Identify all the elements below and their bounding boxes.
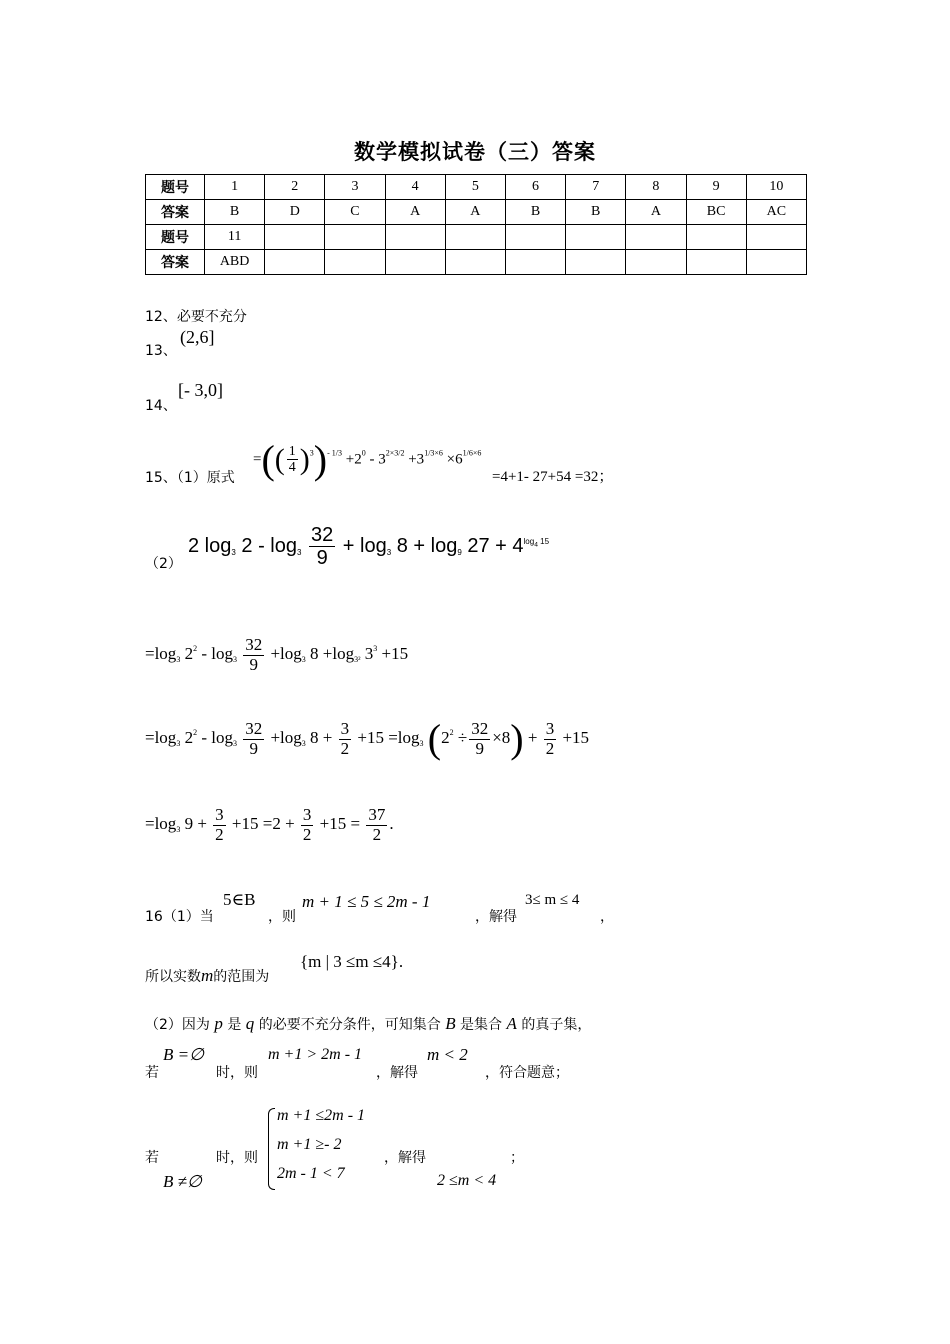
table-cell: A <box>626 200 686 225</box>
part-label: （1）原式 <box>176 470 235 486</box>
question-number-14: 14、 <box>145 398 177 414</box>
case1-result: m < 2 <box>427 1045 468 1064</box>
table-cell: A <box>445 200 505 225</box>
set-A: A <box>506 1014 517 1033</box>
expression-15-2: 2 $\log_3 2 - \log_3$ $\frac{32}{9}$ + $\log_3 8 + \log_9 27 + 4^{log_4 15}$ <box>188 524 550 569</box>
table-cell <box>566 225 626 250</box>
system-line-3: 2m - 1 < 7 <box>277 1165 345 1182</box>
table-cell: 3 <box>325 175 385 200</box>
result-15-1 <box>492 465 613 486</box>
part-label-15-2: （2） <box>145 556 182 572</box>
table-cell <box>325 250 385 275</box>
system-line-2: m +1 ≥- 2 <box>277 1136 342 1153</box>
punctuation: ； <box>598 469 614 485</box>
range-set: {m | 3 ≤m ≤4}. <box>300 952 404 971</box>
table-cell <box>626 225 686 250</box>
case1-then: 时，则 <box>216 1065 258 1081</box>
inequality-16-1: m + 1 ≤ 5 ≤ 2m - 1 <box>302 892 431 911</box>
q16-solve: ，解得 <box>475 909 517 925</box>
table-cell: 8 <box>626 175 686 200</box>
conclusion-text: 所以实数 <box>145 969 201 985</box>
text: 是 <box>227 1017 242 1033</box>
table-cell: A <box>385 200 445 225</box>
q16-part2 <box>145 1014 591 1034</box>
row-header-q: 题号 <box>146 175 205 200</box>
table-cell: ABD <box>205 250 265 275</box>
table-cell: 1 <box>205 175 265 200</box>
table-cell: 9 <box>686 175 746 200</box>
answer-13-math: (2,6] <box>180 327 215 347</box>
table-cell: AC <box>746 200 806 225</box>
range-text: 的范围为 <box>213 969 270 985</box>
text: 的真子集， <box>521 1017 592 1033</box>
table-cell: B <box>566 200 626 225</box>
system-brace <box>268 1108 275 1190</box>
step-15-2: $=\log_3$ $2^2 - \log_3$ $\frac{32}{9}$ $+\log_3$ 8 + $\frac{3}{2}$ $+15 =\log_3$ ($2^2$ ÷ $\frac{32}{9}$ ×8) + $\frac{3}{2}$ +15 <box>145 716 590 762</box>
table-cell <box>686 250 746 275</box>
case1-if: 若 <box>145 1065 159 1081</box>
row-header-q: 题号 <box>146 225 205 250</box>
table-cell <box>505 225 565 250</box>
table-row <box>146 200 807 225</box>
system-line-1: m +1 ≤2m - 1 <box>277 1107 366 1124</box>
variable-q: q <box>245 1014 255 1033</box>
condition-5-in-B: 5∈B <box>223 890 256 909</box>
case1-solve: ，解得 <box>376 1065 418 1081</box>
table-cell <box>626 250 686 275</box>
table-cell <box>505 250 565 275</box>
case2-if: 若 <box>145 1150 159 1166</box>
answer-text: 必要不充分 <box>176 309 247 325</box>
variable-m: m <box>201 966 214 985</box>
table-cell <box>566 250 626 275</box>
table-cell <box>445 250 505 275</box>
table-cell: 4 <box>385 175 445 200</box>
answer-14-math: [- 3,0] <box>178 380 223 400</box>
table-cell: 6 <box>505 175 565 200</box>
set-B: B <box>445 1014 456 1033</box>
table-cell: 7 <box>566 175 626 200</box>
table-cell: B <box>205 200 265 225</box>
table-row <box>146 175 807 200</box>
question-number-13: 13、 <box>145 343 177 359</box>
table-cell <box>746 225 806 250</box>
case2-then: 时，则 <box>216 1150 258 1166</box>
case2-result: 2 ≤m < 4 <box>437 1172 497 1189</box>
q16-conclusion <box>145 966 269 986</box>
table-cell: 10 <box>746 175 806 200</box>
table-row <box>146 225 807 250</box>
case1-inequality: m +1 > 2m - 1 <box>268 1046 363 1063</box>
table-cell: D <box>265 200 325 225</box>
table-cell <box>265 250 325 275</box>
table-cell: 11 <box>205 225 265 250</box>
table-cell <box>385 250 445 275</box>
step-15-1: $=\log_3$ $2^2 - \log_3$ $\frac{32}{9}$ $+\log_3$ $8 +\log_{3^2}$ $3^3 +15$ <box>145 635 409 674</box>
table-cell: BC <box>686 200 746 225</box>
result-text: =4+1- 27+54 =32 <box>492 469 599 485</box>
answer-12 <box>145 306 247 326</box>
text: 的必要不充分条件，可知集合 <box>258 1017 441 1033</box>
case2-end: ； <box>510 1150 524 1166</box>
table-cell <box>265 225 325 250</box>
punctuation: ， <box>600 909 614 925</box>
answer-15-part1 <box>145 467 235 487</box>
answer-table <box>145 174 807 275</box>
set-expression: {m | 3 ≤m ≤4} <box>300 952 399 971</box>
table-cell: 2 <box>265 175 325 200</box>
table-row <box>146 250 807 275</box>
q16-then: ，则 <box>268 909 296 925</box>
table-cell <box>746 250 806 275</box>
table-cell: B <box>505 200 565 225</box>
table-cell <box>325 225 385 250</box>
case2-condition: B ≠∅ <box>163 1172 202 1191</box>
table-cell <box>686 225 746 250</box>
q16-part1-label: 16（1）当 <box>145 909 214 925</box>
text: 是集合 <box>460 1017 503 1033</box>
row-header-a: 答案 <box>146 250 205 275</box>
case1-condition: B =∅ <box>163 1045 204 1064</box>
case2-solve: ，解得 <box>384 1150 426 1166</box>
table-cell: C <box>325 200 385 225</box>
table-cell <box>385 225 445 250</box>
question-number: 15、 <box>145 470 177 486</box>
case1-end: ，符合题意； <box>485 1065 569 1081</box>
row-header-a: 答案 <box>146 200 205 225</box>
table-cell: 5 <box>445 175 505 200</box>
question-number: 12、 <box>145 309 177 325</box>
variable-p: p <box>214 1014 223 1033</box>
page-title: 数学模拟试卷（三）答案 <box>354 140 596 164</box>
step-15-3: $=\log_3$ 9 + $\frac{3}{2}$ +15 =2 + $\frac{3}{2}$ +15 = $\frac{37}{2}$ . <box>145 805 394 844</box>
table-cell <box>445 225 505 250</box>
result-16-1: 3≤ m ≤ 4 <box>525 892 580 908</box>
expression-15-1: =(( $\frac{1}{4}$ )$^3)^{- 1/3} +2^0 - 3^{2\times 3/2} +3^{1/3\times 6} \times 6^{1/6\times 6}$ <box>253 436 482 482</box>
text: （2）因为 <box>145 1017 210 1033</box>
